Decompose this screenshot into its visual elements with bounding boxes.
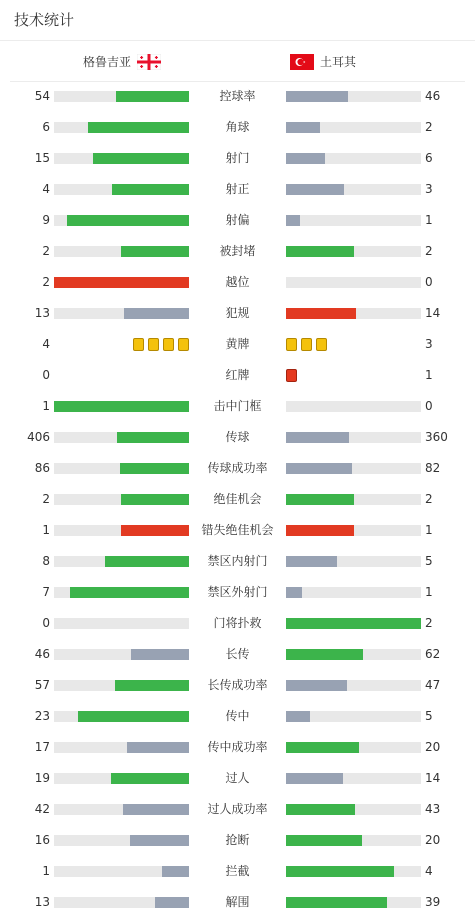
home-value: 2 — [42, 244, 50, 258]
away-bar-track — [286, 742, 421, 753]
home-bar-track — [54, 91, 189, 102]
stat-label: 犯规 — [225, 306, 250, 320]
home-value: 4 — [42, 337, 50, 351]
stat-label: 过人 — [225, 771, 250, 785]
stat-row — [0, 546, 475, 577]
away-bar-track — [286, 773, 421, 784]
away-bar-fill — [286, 525, 354, 536]
away-bar-track — [286, 649, 421, 660]
away-bar-fill — [286, 835, 362, 846]
stat-row — [0, 887, 475, 918]
stat-label: 拦截 — [225, 864, 250, 878]
stat-label: 控球率 — [219, 89, 256, 103]
home-value: 1 — [42, 864, 50, 878]
stat-row — [0, 453, 475, 484]
stat-row — [0, 174, 475, 205]
away-value: 82 — [425, 461, 441, 475]
away-bar-track — [286, 587, 421, 598]
home-bar-fill — [120, 463, 189, 474]
stat-label: 解围 — [225, 895, 250, 909]
away-value: 47 — [425, 678, 441, 692]
home-value: 2 — [42, 492, 50, 506]
home-bar-fill — [162, 866, 189, 877]
away-bar-track — [286, 215, 421, 226]
turkey-flag-icon — [290, 54, 314, 70]
away-value: 6 — [425, 151, 433, 165]
home-bar-track — [54, 122, 189, 133]
home-bar-track — [54, 432, 189, 443]
away-value: 0 — [425, 399, 433, 413]
stat-row — [0, 112, 475, 143]
home-value: 406 — [27, 430, 50, 444]
stat-row — [0, 205, 475, 236]
home-value: 9 — [42, 213, 50, 227]
home-bar-fill — [123, 804, 189, 815]
home-bar-track — [54, 835, 189, 846]
home-bar-track — [54, 215, 189, 226]
away-bar-track — [286, 525, 421, 536]
away-value: 39 — [425, 895, 441, 909]
stat-row — [0, 577, 475, 608]
stat-row — [0, 422, 475, 453]
home-bar-fill — [124, 308, 189, 319]
stat-label: 过人成功率 — [207, 802, 268, 816]
home-bar-fill — [121, 494, 189, 505]
home-value: 8 — [42, 554, 50, 568]
home-team-name: 格鲁吉亚 — [82, 55, 131, 69]
stat-row — [0, 701, 475, 732]
home-bar-fill — [117, 432, 189, 443]
away-value: 46 — [425, 89, 441, 103]
home-bar-fill — [155, 897, 189, 908]
stat-label: 越位 — [225, 275, 250, 289]
away-bar-track — [286, 277, 421, 288]
away-value: 2 — [425, 120, 433, 134]
away-value: 2 — [425, 244, 433, 258]
away-bar-fill — [286, 866, 394, 877]
home-value: 15 — [34, 151, 50, 165]
away-bar-fill — [286, 897, 387, 908]
stat-label: 传中 — [225, 709, 250, 723]
home-bar-fill — [121, 246, 189, 257]
stat-row — [0, 81, 475, 112]
away-bar-track — [286, 246, 421, 257]
away-bar-fill — [286, 742, 359, 753]
stat-label: 错失绝佳机会 — [201, 523, 274, 537]
away-bar-track — [286, 618, 421, 629]
home-bar-fill — [115, 680, 189, 691]
home-value: 1 — [42, 399, 50, 413]
away-value: 5 — [425, 709, 433, 723]
away-value: 1 — [425, 213, 433, 227]
stat-label: 黄牌 — [225, 337, 250, 351]
away-bar-fill — [286, 711, 310, 722]
away-value: 5 — [425, 554, 433, 568]
home-bar-fill — [131, 649, 189, 660]
away-bar-fill — [286, 432, 349, 443]
home-value: 46 — [34, 647, 50, 661]
home-value: 23 — [34, 709, 50, 723]
away-value: 14 — [425, 771, 441, 785]
away-bar-track — [286, 153, 421, 164]
home-value: 42 — [34, 802, 50, 816]
home-bar-track — [54, 556, 189, 567]
home-bar-track — [54, 618, 189, 629]
stat-label: 传中成功率 — [207, 740, 268, 754]
georgia-flag-icon — [137, 54, 161, 70]
home-value: 1 — [42, 523, 50, 537]
stat-row — [0, 608, 475, 639]
away-bar-fill — [286, 215, 300, 226]
away-bar-track — [286, 308, 421, 319]
away-value: 2 — [425, 492, 433, 506]
away-bar-track — [286, 494, 421, 505]
stat-row — [0, 391, 475, 422]
page-title: 技术统计 — [14, 11, 75, 29]
stat-label: 射偏 — [225, 213, 250, 227]
away-value: 2 — [425, 616, 433, 630]
stat-row — [0, 670, 475, 701]
away-bar-track — [286, 91, 421, 102]
home-bar-fill — [70, 587, 189, 598]
home-value: 19 — [34, 771, 50, 785]
away-bar-fill — [286, 680, 347, 691]
stat-label: 红牌 — [225, 368, 250, 382]
away-value: 62 — [425, 647, 441, 661]
yellow-card-icon — [178, 338, 189, 351]
stat-label: 禁区内射门 — [207, 554, 268, 568]
home-value: 0 — [42, 616, 50, 630]
yellow-card-icon — [301, 338, 312, 351]
stat-label: 射门 — [225, 151, 250, 165]
stat-row — [0, 639, 475, 670]
red-card-icon — [286, 369, 297, 382]
stat-label: 被封堵 — [219, 244, 256, 258]
home-bar-fill — [54, 277, 189, 288]
home-bar-track — [54, 897, 189, 908]
home-bar-track — [54, 463, 189, 474]
home-bar-fill — [121, 525, 189, 536]
away-cards — [286, 369, 297, 382]
away-value: 43 — [425, 802, 441, 816]
stat-row — [0, 515, 475, 546]
yellow-card-icon — [148, 338, 159, 351]
stat-row — [0, 143, 475, 174]
away-bar-fill — [286, 91, 348, 102]
stat-row — [0, 298, 475, 329]
away-value: 0 — [425, 275, 433, 289]
away-value: 3 — [425, 337, 433, 351]
away-bar-track — [286, 680, 421, 691]
away-bar-fill — [286, 184, 344, 195]
home-value: 54 — [34, 89, 50, 103]
away-bar-fill — [286, 649, 363, 660]
home-bar-track — [54, 277, 189, 288]
home-bar-fill — [127, 742, 189, 753]
stat-label: 长传 — [225, 647, 250, 661]
away-value: 1 — [425, 523, 433, 537]
home-value: 17 — [34, 740, 50, 754]
stat-row — [0, 763, 475, 794]
home-bar-track — [54, 773, 189, 784]
away-value: 1 — [425, 585, 433, 599]
away-bar-track — [286, 711, 421, 722]
away-team[interactable] — [290, 53, 356, 70]
home-bar-fill — [78, 711, 189, 722]
stat-label: 门将扑救 — [213, 616, 262, 630]
stat-row — [0, 732, 475, 763]
home-bar-fill — [88, 122, 189, 133]
away-bar-fill — [286, 804, 355, 815]
away-team-name: 土耳其 — [320, 55, 357, 69]
stat-row — [0, 484, 475, 515]
away-value: 14 — [425, 306, 441, 320]
away-value: 1 — [425, 368, 433, 382]
home-cards — [133, 338, 189, 351]
away-bar-fill — [286, 153, 325, 164]
home-bar-track — [54, 184, 189, 195]
home-bar-track — [54, 494, 189, 505]
stats-list — [0, 81, 475, 918]
away-value: 20 — [425, 740, 441, 754]
away-bar-track — [286, 835, 421, 846]
stat-row — [0, 794, 475, 825]
home-bar-fill — [111, 773, 189, 784]
home-bar-track — [54, 680, 189, 691]
home-value: 16 — [34, 833, 50, 847]
away-cards — [286, 338, 327, 351]
home-bar-fill — [93, 153, 189, 164]
away-bar-track — [286, 401, 421, 412]
home-value: 0 — [42, 368, 50, 382]
stat-row — [0, 856, 475, 887]
away-bar-track — [286, 556, 421, 567]
home-value: 6 — [42, 120, 50, 134]
home-value: 57 — [34, 678, 50, 692]
stat-row — [0, 236, 475, 267]
stat-row — [0, 360, 475, 391]
stat-label: 击中门框 — [213, 399, 262, 413]
home-bar-fill — [116, 91, 189, 102]
home-bar-track — [54, 711, 189, 722]
home-bar-track — [54, 525, 189, 536]
away-bar-track — [286, 184, 421, 195]
stat-label: 传球 — [225, 430, 250, 444]
home-value: 86 — [34, 461, 50, 475]
home-value: 4 — [42, 182, 50, 196]
stat-label: 传球成功率 — [207, 461, 268, 475]
home-bar-fill — [105, 556, 189, 567]
away-bar-fill — [286, 246, 354, 257]
away-bar-fill — [286, 463, 352, 474]
home-value: 13 — [34, 895, 50, 909]
home-bar-track — [54, 153, 189, 164]
home-bar-track — [54, 246, 189, 257]
home-bar-fill — [130, 835, 189, 846]
home-bar-fill — [54, 401, 189, 412]
stat-label: 射正 — [225, 182, 250, 196]
away-bar-fill — [286, 773, 343, 784]
away-bar-fill — [286, 308, 356, 319]
away-bar-track — [286, 897, 421, 908]
away-value: 360 — [425, 430, 448, 444]
stat-label: 长传成功率 — [207, 678, 268, 692]
away-bar-track — [286, 463, 421, 474]
home-bar-fill — [67, 215, 189, 226]
home-bar-track — [54, 649, 189, 660]
away-value: 20 — [425, 833, 441, 847]
away-bar-track — [286, 804, 421, 815]
yellow-card-icon — [163, 338, 174, 351]
yellow-card-icon — [133, 338, 144, 351]
home-bar-track — [54, 866, 189, 877]
away-bar-fill — [286, 122, 320, 133]
away-bar-fill — [286, 587, 302, 598]
stat-row — [0, 825, 475, 856]
yellow-card-icon — [316, 338, 327, 351]
team-header — [0, 41, 475, 81]
home-value: 13 — [34, 306, 50, 320]
away-value: 3 — [425, 182, 433, 196]
stat-label: 抢断 — [225, 833, 250, 847]
away-bar-fill — [286, 556, 337, 567]
stat-label: 禁区外射门 — [207, 585, 268, 599]
home-bar-track — [54, 742, 189, 753]
home-bar-fill — [112, 184, 189, 195]
away-value: 4 — [425, 864, 433, 878]
stat-row — [0, 267, 475, 298]
home-bar-track — [54, 587, 189, 598]
home-bar-track — [54, 401, 189, 412]
stat-label: 角球 — [225, 120, 250, 134]
stat-row — [0, 329, 475, 360]
home-bar-track — [54, 804, 189, 815]
away-bar-fill — [286, 494, 354, 505]
away-bar-track — [286, 866, 421, 877]
home-bar-track — [54, 308, 189, 319]
away-bar-fill — [286, 618, 421, 629]
stat-label: 绝佳机会 — [213, 492, 262, 506]
away-bar-track — [286, 122, 421, 133]
home-team[interactable] — [83, 53, 161, 70]
away-bar-track — [286, 432, 421, 443]
yellow-card-icon — [286, 338, 297, 351]
home-value: 2 — [42, 275, 50, 289]
home-value: 7 — [42, 585, 50, 599]
